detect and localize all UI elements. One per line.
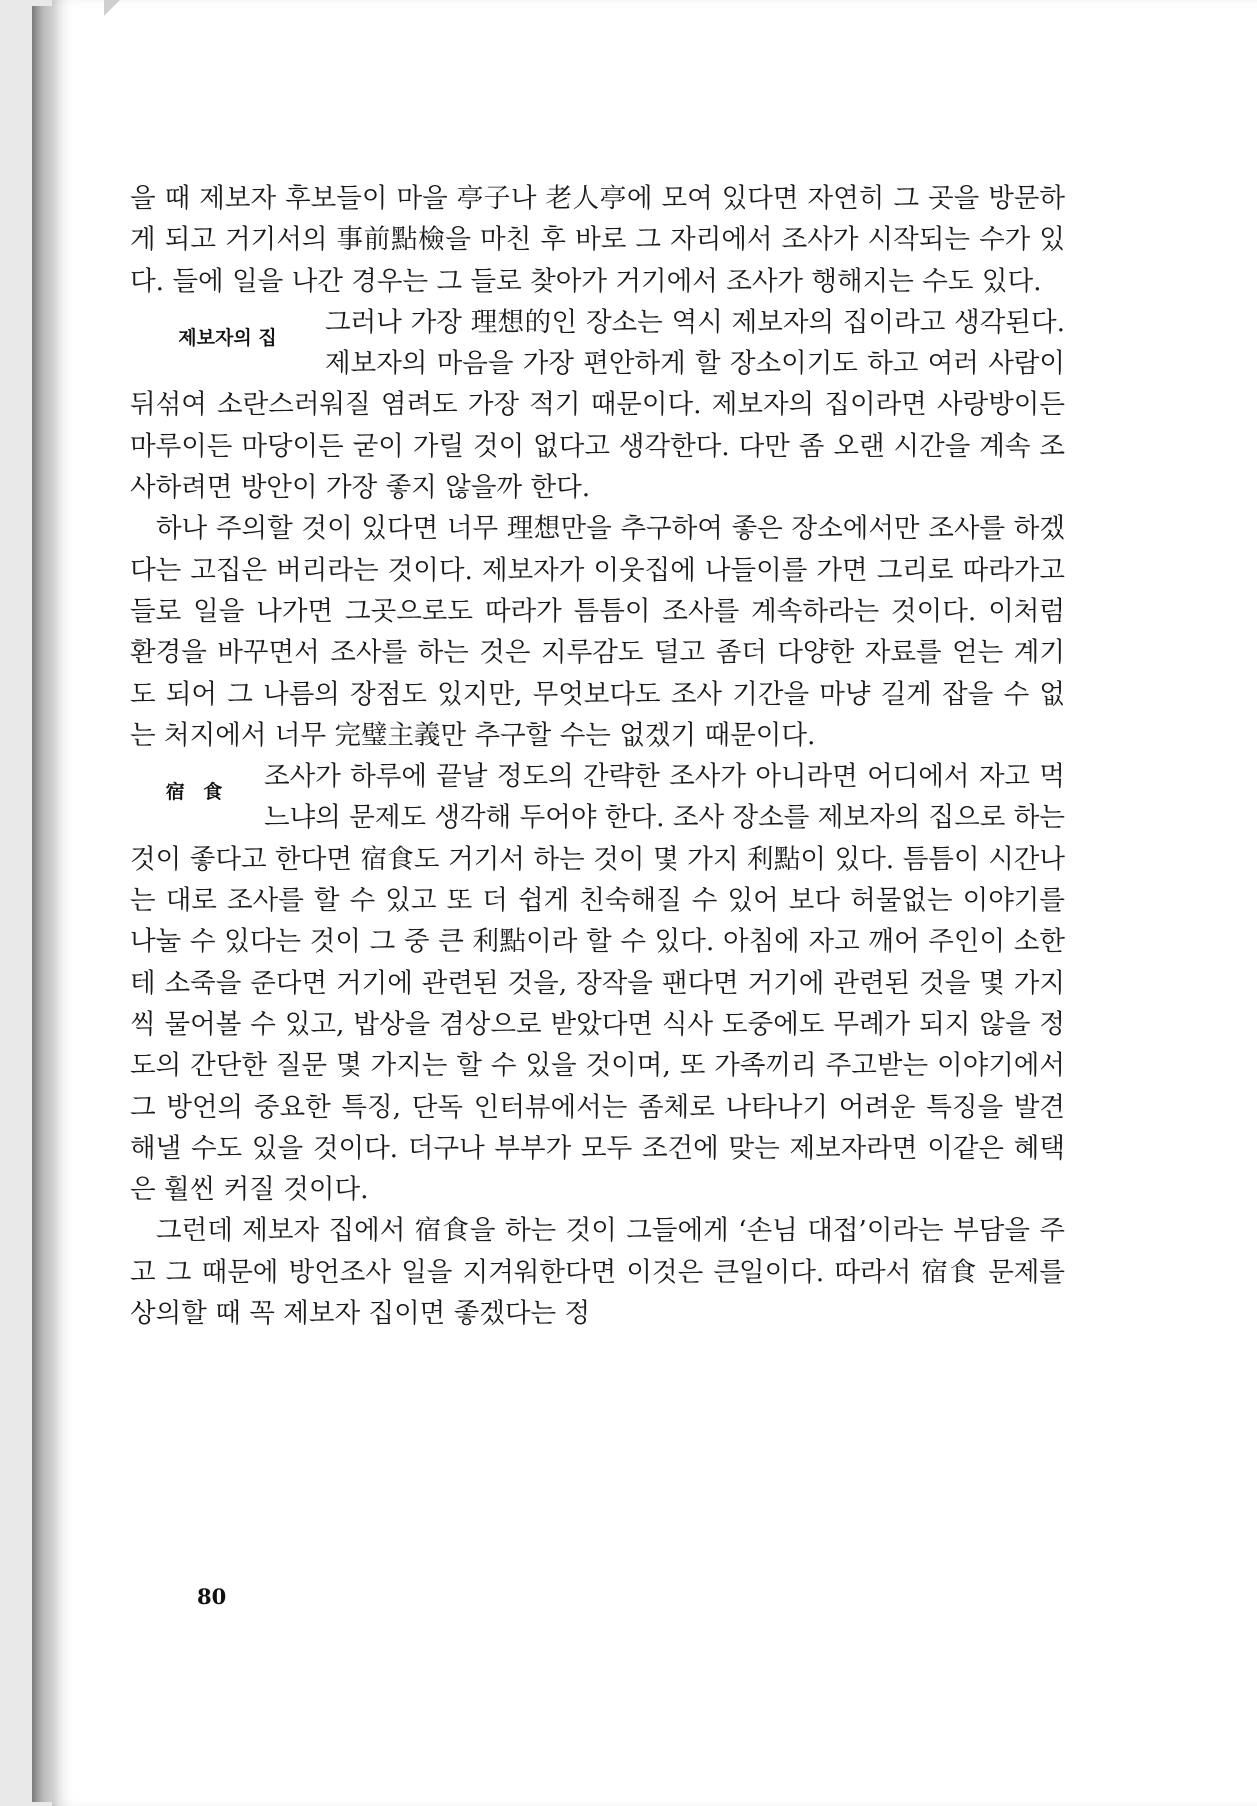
page-corner [104, 0, 120, 16]
side-heading-lodging: 宿 食 [165, 781, 229, 804]
paragraph-text: 을 때 제보자 후보들이 마을 亭子나 老人亭에 모여 있다면 자연히 그 곳을 방문하게 되고 거기서의 事前點檢을 마친 후 바로 그 자리에서 조사가 시작되는 수가 있다. 들에 일을 나간 경우는 그 들로 찾아가 거기에서 조사가 행해지는 수도 있다. [130, 183, 1065, 297]
page-number: 80 [197, 1584, 227, 1609]
paragraph-text: 조사가 하루에 끝날 정도의 간략한 조사가 아니라면 어디에서 자고 먹느냐의 문제도 생각해 두어야 한다. 조사 장소를 제보자의 집으로 하는 것이 좋다고 한다면 宿食도 거기서 하는 것이 몇 가지 利點이 있다. 틈틈이 시간나는 대로 조사를 할 수 있고 또 더 쉽게 친숙해질 수 있어 보다 허물없는 이야기를 나눌 수 있다는 것이 그 중 큰 利點이라 할 수 있다. 아침에 자고 깨어 주인이 소한테 소죽을 준다면 거기에 관련된 것을, 장작을 팬다면 거기에 관련된 것을 몇 가지씩 물어볼 수 있고, 밥상을 겸상으로 받았다면 식사 도중에도 무례가 되지 않을 정도의 간단한 질문 몇 가지는 할 수 있을 것이며, 또 가족끼리 주고받는 이야기에서 그 방언의 중요한 특징, 단독 인터뷰에서는 좀체로 나타나기 어려운 특징을 발견해낼 수도 있을 것이다. 더구나 부부가 모두 조건에 맞는 제보자라면 이같은 혜택은 훨씬 커질 것이다. [130, 761, 1066, 1206]
paragraph-1 [130, 178, 1065, 302]
paragraph-text: 그런데 제보자 집에서 宿食을 하는 것이 그들에게 ‘손님 대접’이라는 부담을 주고 그 때문에 방언조사 일을 지겨워한다면 이것은 큰일이다. 따라서 宿食 문제를 상의할 때 꼭 제보자 집이면 좋겠다는 정 [130, 1215, 1065, 1330]
side-heading-informant-house: 제보자의 집 [178, 326, 277, 349]
paragraph-text: 하나 주의할 것이 있다면 너무 理想만을 추구하여 좋은 장소에서만 조사를 하겠다는 고집은 버리라는 것이다. 제보자가 이웃집에 나들이를 가면 그리로 따라가고 들로 일을 나가면 그곳으로도 따라가 틈틈이 조사를 계속하라는 것이다. 이처럼 환경을 바꾸면서 조사를 하는 것은 지루감도 덜고 좀더 다양한 자료를 얻는 계기도 되어 그 나름의 장점도 있지만, 무엇보다도 조사 기간을 마냥 길게 잡을 수 없는 처지에서 너무 完璧主義만 추구할 수는 없겠기 때문이다. [130, 513, 1065, 751]
paragraph-4 [130, 756, 1065, 1210]
paragraph-3 [130, 508, 1065, 756]
page-body [130, 178, 1065, 1334]
paragraph-text: 그러나 가장 理想的인 장소는 역시 제보자의 집이라고 생각된다. 제보자의 마음을 가장 편안하게 할 장소이기도 하고 여러 사람이 뒤섞여 소란스러워질 염려도 가장 적기 때문이다. 제보자의 집이라면 사랑방이든 마루이든 마당이든 굳이 가릴 것이 없다고 생각한다. 다만 좀 오랜 시간을 계속 조사하려면 방안이 가장 좋지 않을까 한다. [130, 306, 1065, 504]
paragraph-5 [130, 1210, 1065, 1334]
paragraph-2 [130, 302, 1065, 508]
